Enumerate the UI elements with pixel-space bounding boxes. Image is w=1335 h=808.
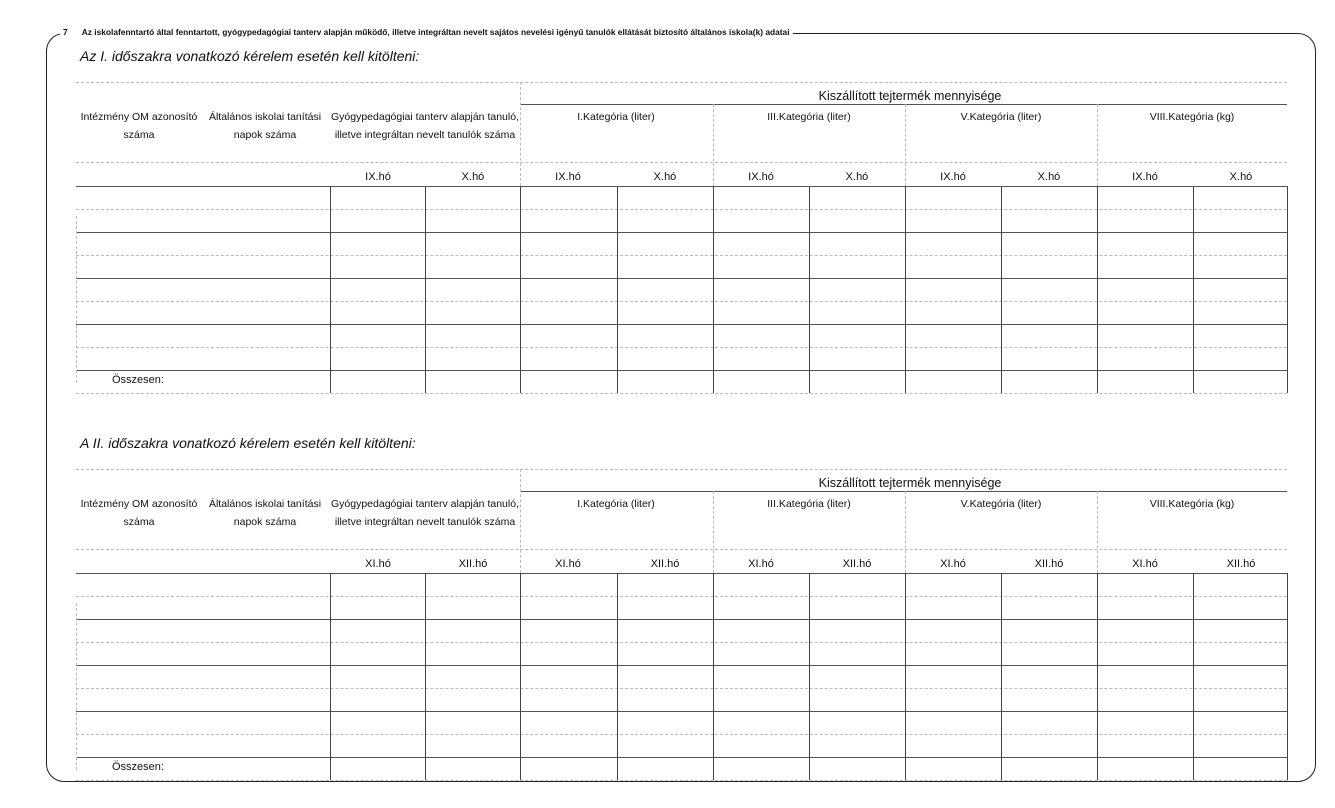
month-label: XI.hó — [555, 558, 581, 570]
month-label: X.hó — [1037, 171, 1061, 183]
grid-column-rule — [1097, 573, 1098, 780]
header-category-iii: III.Kategória (liter) — [767, 111, 851, 123]
grid-column-rule — [1001, 573, 1002, 780]
grid-row-rule — [76, 642, 1287, 643]
header-teaching-days: Általános iskolai tanítási napok száma — [208, 498, 322, 528]
category-divider — [1097, 491, 1098, 573]
grid-row-rule — [76, 665, 1287, 666]
month-label: XII.hó — [1226, 558, 1256, 570]
month-label: IX.hó — [748, 171, 774, 183]
grid-row-rule — [76, 232, 1287, 233]
grid-column-rule — [617, 573, 618, 780]
category-divider — [905, 104, 906, 186]
header-om-id: Intézmény OM azonosító száma — [80, 498, 198, 528]
grid-row-rule — [76, 619, 1287, 620]
grid-column-rule — [617, 186, 618, 393]
category-rule — [520, 491, 1287, 492]
category-divider — [1097, 104, 1098, 186]
period-1-title: Az I. időszakra vonatkozó kérelem esetén kell kitölteni: — [80, 48, 420, 64]
grid-column-rule — [425, 186, 426, 393]
header-category-i: I.Kategória (liter) — [577, 498, 655, 510]
total-label: Összesen: — [112, 761, 164, 773]
month-label: XII.hó — [1034, 558, 1064, 570]
grid-column-rule — [330, 573, 331, 780]
grid-column-rule — [713, 573, 714, 780]
grid-column-rule — [713, 186, 714, 393]
month-label: XI.hó — [1132, 558, 1158, 570]
month-label: XI.hó — [940, 558, 966, 570]
header-om-id: Intézmény OM azonosító száma — [80, 111, 198, 141]
header-pupil-count: Gyógypedagógiai tanterv alapján tanuló, illetve integráltan nevelt tanulók száma — [331, 111, 519, 141]
grid-row-rule — [76, 278, 1287, 279]
grid-row-rule — [76, 573, 1287, 574]
grid-column-rule — [1001, 186, 1002, 393]
grid-row-rule — [76, 734, 1287, 735]
category-rule — [520, 104, 1287, 105]
month-label: IX.hó — [1132, 171, 1158, 183]
month-label: XI.hó — [748, 558, 774, 570]
form-frame — [46, 33, 1316, 782]
grid-column-rule — [520, 573, 521, 780]
grid-column-rule — [1287, 573, 1288, 780]
header-category-v: V.Kategória (liter) — [960, 111, 1042, 123]
header-delivered-quantity: Kiszállított tejtermék mennyisége — [818, 476, 1002, 490]
month-label: IX.hó — [555, 171, 581, 183]
grid-row-rule — [76, 370, 1287, 371]
header-rule — [76, 82, 1287, 83]
header-category-iii: III.Kategória (liter) — [767, 498, 851, 510]
month-label: IX.hó — [365, 171, 391, 183]
grid-row-rule — [76, 688, 1287, 689]
left-margin-rule — [76, 603, 77, 770]
category-divider — [520, 469, 521, 573]
header-category-v: V.Kategória (liter) — [960, 498, 1042, 510]
grid-column-rule — [809, 573, 810, 780]
grid-row-rule — [76, 711, 1287, 712]
month-label: X.hó — [845, 171, 869, 183]
subheader-rule — [76, 162, 1287, 163]
grid-row-rule — [76, 186, 1287, 187]
grid-row-rule — [76, 324, 1287, 325]
grid-column-rule — [1097, 186, 1098, 393]
grid-row-rule — [76, 209, 1287, 210]
grid-column-rule — [809, 186, 810, 393]
total-label: Összesen: — [112, 374, 164, 386]
month-label: X.hó — [1229, 171, 1253, 183]
grid-column-rule — [1193, 186, 1194, 393]
grid-row-rule — [76, 393, 1287, 394]
month-label: XII.hó — [650, 558, 680, 570]
grid-row-rule — [76, 757, 1287, 758]
header-category-viii: VIII.Kategória (kg) — [1149, 111, 1235, 123]
month-label: X.hó — [653, 171, 677, 183]
period-2-title: A II. időszakra vonatkozó kérelem esetén kell kitölteni: — [80, 435, 416, 451]
category-divider — [520, 82, 521, 186]
header-category-viii: VIII.Kategória (kg) — [1149, 498, 1235, 510]
header-teaching-days: Általános iskolai tanítási napok száma — [208, 111, 322, 141]
category-divider — [713, 491, 714, 573]
header-pupil-count: Gyógypedagógiai tanterv alapján tanuló, illetve integráltan nevelt tanulók száma — [331, 498, 519, 528]
category-divider — [713, 104, 714, 186]
month-label: XI.hó — [365, 558, 391, 570]
month-label: X.hó — [461, 171, 485, 183]
grid-column-rule — [1287, 186, 1288, 393]
section-number: 7 — [63, 27, 68, 37]
grid-row-rule — [76, 347, 1287, 348]
grid-column-rule — [1193, 573, 1194, 780]
header-category-i: I.Kategória (liter) — [577, 111, 655, 123]
month-label: IX.hó — [940, 171, 966, 183]
grid-column-rule — [425, 573, 426, 780]
grid-column-rule — [905, 186, 906, 393]
header-delivered-quantity: Kiszállított tejtermék mennyisége — [818, 89, 1002, 103]
grid-row-rule — [76, 780, 1287, 781]
grid-column-rule — [520, 186, 521, 393]
grid-row-rule — [76, 301, 1287, 302]
section-title: Az iskolafenntartó által fenntartott, gyógypedagógiai tanterv alapján működő, illetve integráltan nevelt sajátos nevelési igényű tanulók ellátását biztosító általános iskola(k) adatai — [81, 27, 790, 37]
category-divider — [905, 491, 906, 573]
grid-column-rule — [905, 573, 906, 780]
section-header — [60, 26, 793, 38]
grid-column-rule — [330, 186, 331, 393]
subheader-rule — [76, 549, 1287, 550]
month-label: XII.hó — [842, 558, 872, 570]
grid-row-rule — [76, 255, 1287, 256]
grid-row-rule — [76, 596, 1287, 597]
month-label: XII.hó — [458, 558, 488, 570]
left-margin-rule — [76, 216, 77, 383]
header-rule — [76, 469, 1287, 470]
